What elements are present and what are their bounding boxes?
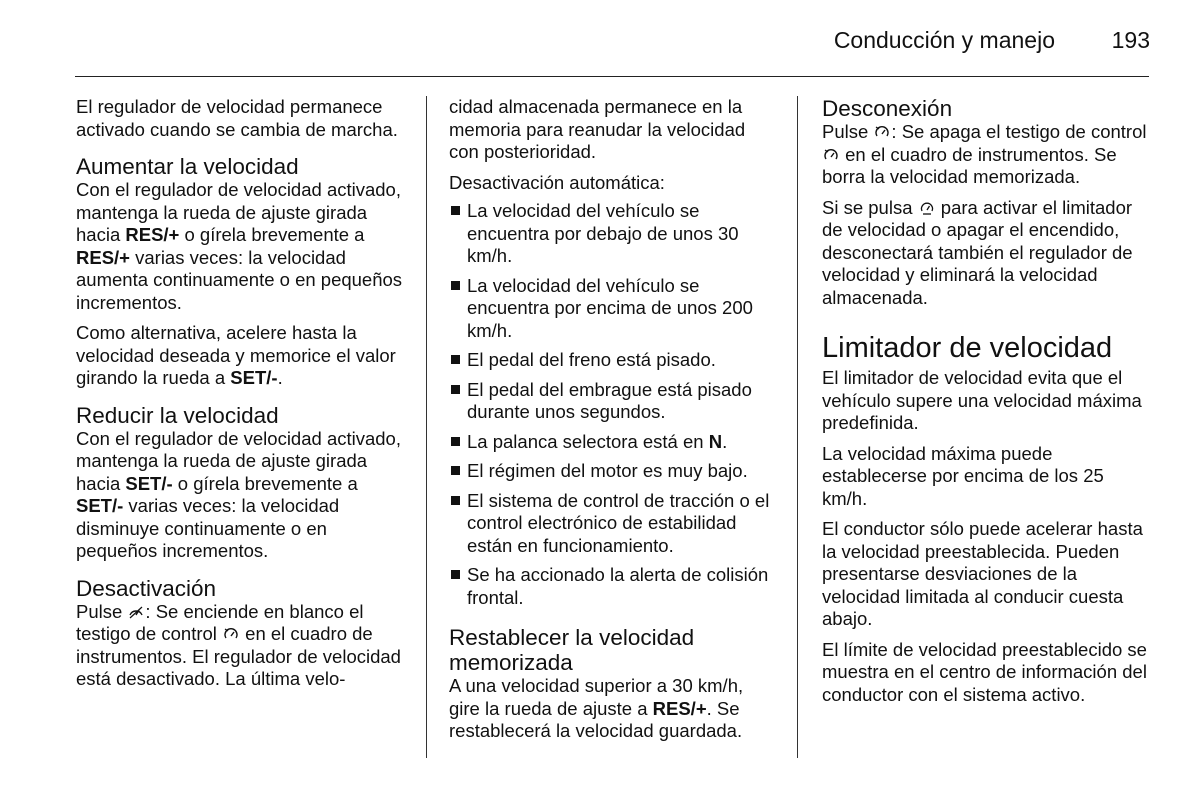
auto-deactivation-label: Desactivación automática: xyxy=(449,171,665,193)
bullet-marker xyxy=(451,385,460,394)
desactivacion-paragraph-1: Pulse : Se enciende en blanco el testigo de control en el cuadro de instrumentos. El regulador de velocidad está desactivado. La última velo- xyxy=(76,600,401,689)
auto-deactivation-list xyxy=(449,200,779,609)
section-heading-desactivacion: Desactivación xyxy=(76,575,217,601)
desconexion-paragraph-2: Si se pulsa para activar el limitador de velocidad o apagar el encendido, desconectará también el regulador de velocidad y eliminará la velocidad almacenada. xyxy=(822,196,1133,308)
limitador-paragraph-1: El limitador de velocidad evita que el vehículo supere una velocidad máxima predefinida. xyxy=(822,367,1142,433)
column-2 xyxy=(449,96,779,751)
continued-paragraph: cidad almacenada permanece en la memoria para reanudar la velocidad con posterioridad. xyxy=(449,96,746,162)
page-number: 193 xyxy=(1111,27,1150,53)
limitador-paragraph-3: El conductor sólo puede acelerar hasta la velocidad preestablecida. Pueden presentarse desviaciones de la velocidad limitada al conducir cuesta abajo. xyxy=(822,518,1143,629)
bullet-marker xyxy=(451,466,460,475)
column-3 xyxy=(822,96,1152,714)
bullet-marker xyxy=(451,496,460,505)
list-item: La velocidad del vehículo se encuentra por encima de unos 200 km/h. xyxy=(449,275,779,343)
list-item: El régimen del motor es muy bajo. xyxy=(449,460,779,483)
bullet-marker xyxy=(451,281,460,290)
reducir-paragraph-1: Con el regulador de velocidad activado, mantenga la rueda de ajuste girada hacia SET/- o gírela brevemente a SET/- varias veces: la velocidad disminuye continuamente o en pequeños incrementos. xyxy=(76,427,401,561)
cruise-control-indicator-icon xyxy=(223,626,239,642)
list-item: La palanca selectora está en N. xyxy=(449,431,779,454)
bullet-marker xyxy=(451,437,460,446)
bullet-marker xyxy=(451,355,460,364)
list-item: La velocidad del vehículo se encuentra por debajo de unos 30 km/h. xyxy=(449,200,779,268)
aumentar-paragraph-2: Como alternativa, acelere hasta la velocidad deseada y memorice el valor girando la rueda a SET/-. xyxy=(76,322,396,388)
aumentar-paragraph-1: Con el regulador de velocidad activado, mantenga la rueda de ajuste girada hacia RES/+ o gírela brevemente a RES/+ varias veces: la velocidad aumenta continuamente o en pequeños incrementos. xyxy=(76,179,403,313)
section-heading-limitador: Limitador de velocidad xyxy=(822,332,1113,364)
intro-paragraph: El regulador de velocidad permanece activado cuando se cambia de marcha. xyxy=(76,96,398,140)
limitador-paragraph-4: El límite de velocidad preestablecido se muestra en el centro de información del conductor con el sistema activo. xyxy=(822,638,1147,705)
list-item: El pedal del freno está pisado. xyxy=(449,349,779,372)
cruise-control-indicator-icon xyxy=(823,147,839,163)
header-divider xyxy=(75,76,1149,77)
restablecer-paragraph-1: A una velocidad superior a 30 km/h, gire la rueda de ajuste a RES/+. Se restablecerá la velocidad guardada. xyxy=(449,675,744,741)
limitador-paragraph-2: La velocidad máxima puede establecerse por encima de los 25 km/h. xyxy=(822,442,1104,509)
bullet-marker xyxy=(451,570,460,579)
column-divider-2 xyxy=(797,96,798,758)
speed-limiter-icon xyxy=(919,200,935,216)
list-item: El sistema de control de tracción o el control electrónico de estabilidad están en funcionamiento. xyxy=(449,490,779,558)
page-header-title: Conducción y manejo xyxy=(833,27,1055,53)
section-heading-aumentar: Aumentar la velocidad xyxy=(76,154,299,179)
section-heading-restablecer: Restablecer la velocidad memorizada xyxy=(449,625,695,675)
section-heading-reducir: Reducir la velocidad xyxy=(76,402,279,428)
section-heading-desconexion: Desconexión xyxy=(822,96,953,121)
list-item: Se ha accionado la alerta de colisión frontal. xyxy=(449,564,779,609)
cruise-control-off-icon xyxy=(128,604,144,620)
column-divider-1 xyxy=(426,96,427,758)
cruise-control-indicator-icon xyxy=(874,124,890,140)
list-item: El pedal del embrague está pisado durante unos segundos. xyxy=(449,379,779,424)
column-1 xyxy=(76,96,408,699)
bullet-marker xyxy=(451,206,460,215)
desconexion-paragraph-1: Pulse : Se apaga el testigo de control en el cuadro de instrumentos. Se borra la velocidad memorizada. xyxy=(822,121,1147,187)
